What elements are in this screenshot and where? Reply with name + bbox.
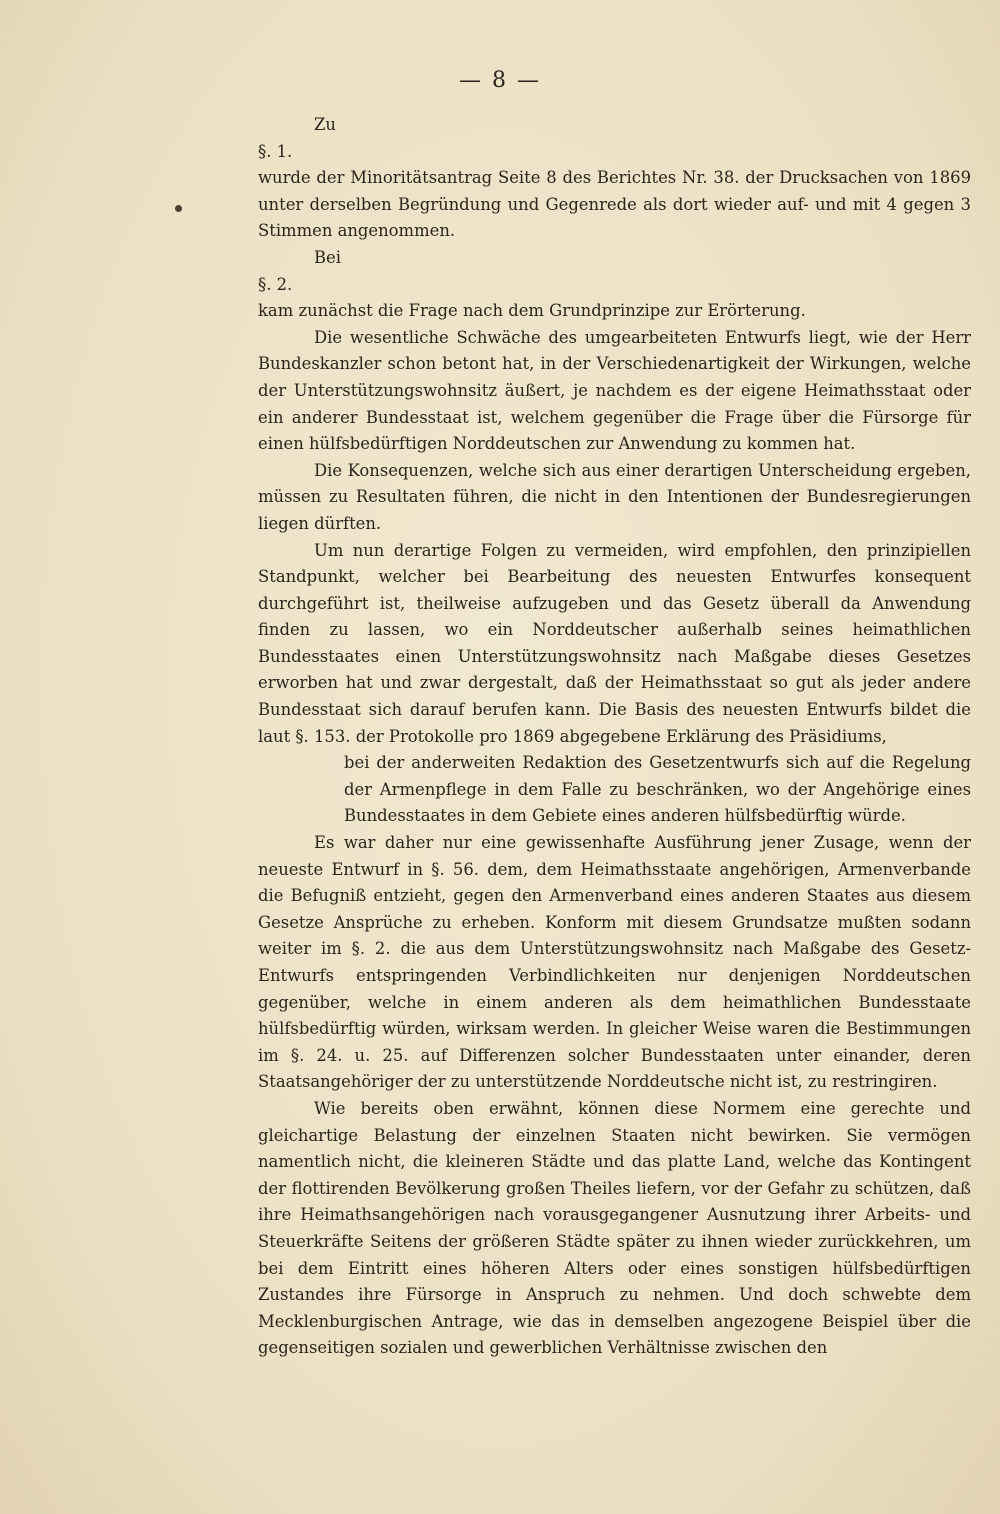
quoted-declaration: bei der anderweiten Redaktion des Gesetzentwurfs sich auf die Regelung der Armenpflege in dem Falle zu beschränken, wo der Angehörige eines Bundesstaates in dem Gebiete eines anderen hülfsbedürftig würde. [344,753,971,826]
section-heading: §. 1. [258,141,293,161]
paragraph: wurde der Minoritätsantrag Seite 8 des Berichtes Nr. 38. der Drucksachen von 1869 unter derselben Begründung und Gegenrede als dort wieder auf- und mit 4 gegen 3 Stimmen angenommen. [258,168,971,241]
intro-word: Bei [314,247,341,267]
paragraph: Um nun derartige Folgen zu vermeiden, wird empfohlen, den prinzipiellen Standpunkt, welcher bei Bearbeitung des neuesten Entwurfes konsequent durchgeführt ist, theilweise aufzugeben und das Gesetz überall da Anwendung finden zu lassen, wo ein Norddeutscher außerhalb seines heimathlichen Bundesstaates einen Unterstützungswohnsitz nach Maßgabe dieses Gesetzes erworben hat und zwar dergestalt, daß der Heimathsstaat so gut als jeder andere Bundesstaat sich darauf berufen kann. Die Basis des neuesten Entwurfs bildet die laut §. 153. der Protokolle pro 1869 abgegebene Erklärung des Präsidiums, [258,540,971,746]
paragraph: Die wesentliche Schwäche des umgearbeiteten Entwurfs liegt, wie der Herr Bundeskanzler schon betont hat, in der Verschiedenartigkeit der Wirkungen, welche der Unterstützungswohnsitz äußert, je nachdem es der eigene Heimathsstaat oder ein anderer Bundesstaat ist, welchem gegenüber die Frage über die Fürsorge für einen hülfsbedürftigen Norddeutschen zur Anwendung zu kommen hat. [258,327,971,454]
paragraph: Die Konsequenzen, welche sich aus einer derartigen Unterscheidung ergeben, müssen zu Resultaten führen, die nicht in den Intentionen der Bundesregierungen liegen dürften. [258,460,971,533]
paragraph: kam zunächst die Frage nach dem Grundprinzipe zur Erörterung. [258,301,806,321]
section-heading: §. 2. [258,274,293,294]
page-number: — 8 — [459,68,541,93]
intro-word: Zu [314,115,336,134]
paragraph: Es war daher nur eine gewissenhafte Ausführung jener Zusage, wenn der neueste Entwurf in §. 56. dem, dem Heimathsstaate angehörigen, Armenverbande die Befugniß entzieht, gegen den Armenverband eines anderen Staates aus diesem Gesetze Ansprüche zu erheben. Konform mit diesem Grundsatze mußten sodann weiter im §. 2. die aus dem Unterstützungswohnsitz nach Maßgabe des Gesetz-Entwurfs entspringenden Verbindlichkeiten nur denjenigen Norddeutschen gegenüber, welche in einem anderen als dem heimathlichen Bundesstaate hülfsbedürftig würden, wirksam werden. In gleicher Weise waren die Bestimmungen im §. 24. u. 25. auf Differenzen solcher Bundesstaaten unter einander, deren Staatsangehöriger der zu unterstützende Norddeutsche nicht ist, zu restringiren. [258,833,971,1092]
paragraph: Wie bereits oben erwähnt, können diese Normem eine gerechte und gleichartige Belastung der einzelnen Staaten nicht bewirken. Sie vermögen namentlich nicht, die kleineren Städte und das platte Land, welche das Kontingent der flottirenden Bevölkerung großen Theiles liefern, vor der Gefahr zu schützen, daß ihre Heimathsangehörigen nach vorausgegangener Ausnutzung ihrer Arbeits- und Steuerkräfte Seitens der größeren Städte später zu ihnen wieder zurückkehren, um bei dem Eintritt eines höheren Alters oder eines sonstigen hülfsbedürftigen Zustandes ihre Fürsorge in Anspruch zu nehmen. Und doch schwebte dem Mecklenburgischen Antrage, wie das in demselben angezogene Beispiel über die gegenseitigen sozialen und gewerblichen Verhältnisse zwischen den [258,1098,971,1358]
document-body [258,112,971,1362]
ink-spot [175,205,182,212]
